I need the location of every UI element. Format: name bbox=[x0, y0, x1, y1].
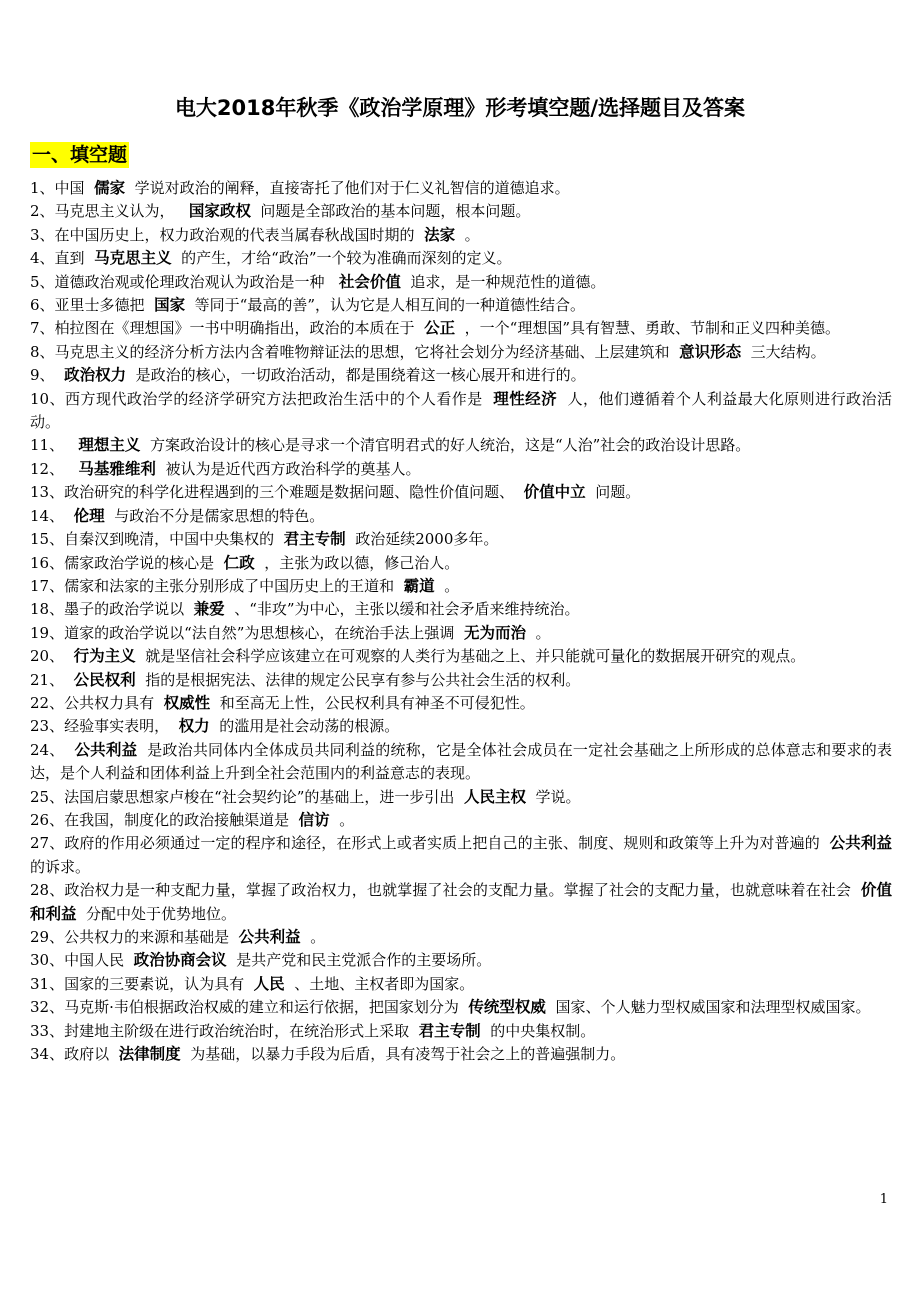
list-item bbox=[30, 388, 892, 435]
list-item bbox=[30, 832, 902, 879]
list-item bbox=[30, 1020, 892, 1043]
item-text-after: 学说。 bbox=[526, 787, 581, 806]
list-item bbox=[30, 949, 892, 972]
item-text-after: 的滥用是社会动荡的根源。 bbox=[209, 717, 400, 736]
item-text-after: 追求，是一种规范性的道德。 bbox=[400, 272, 606, 291]
item-text-after: 。 bbox=[300, 928, 326, 946]
item-number: 34、 bbox=[30, 1045, 65, 1064]
item-text-before bbox=[64, 647, 74, 665]
item-text-before: 柏拉图在《理想国》一书中明确指出，政治的本质在于 bbox=[54, 319, 425, 338]
item-text-after: ，一个“理想国”具有智慧、勇敢、节制和正义四种美德。 bbox=[455, 319, 840, 338]
item-text-after: 分配中处于优势地位。 bbox=[76, 904, 237, 923]
item-answer: 霸道 bbox=[403, 576, 435, 595]
item-text-after: 三大结构。 bbox=[741, 342, 826, 361]
item-number: 10、 bbox=[30, 389, 66, 408]
item-answer: 无为而治 bbox=[463, 623, 526, 642]
item-text-before: 中国人民 bbox=[64, 951, 134, 970]
item-answer: 兼爱 bbox=[193, 600, 225, 619]
list-item bbox=[30, 247, 892, 270]
item-text-after: 的诉求。 bbox=[30, 834, 902, 876]
section-heading: 一、填空题 bbox=[32, 144, 128, 166]
item-number: 24、 bbox=[30, 740, 65, 759]
item-answer: 儒家 bbox=[94, 179, 126, 197]
item-number: 12、 bbox=[30, 459, 65, 478]
list-item bbox=[30, 739, 892, 786]
item-number: 16、 bbox=[30, 553, 65, 572]
item-answer: 法律制度 bbox=[118, 1045, 181, 1064]
item-answer: 仁政 bbox=[223, 553, 255, 572]
item-text-before: 法国启蒙思想家卢梭在“社会契约论”的基础上，进一步引出 bbox=[64, 787, 464, 806]
item-number: 27、 bbox=[30, 834, 65, 853]
list-item bbox=[30, 879, 892, 926]
item-number: 2、 bbox=[30, 202, 55, 221]
item-answer: 公民权利 bbox=[73, 670, 136, 689]
list-item bbox=[30, 552, 892, 575]
item-number: 21、 bbox=[30, 670, 65, 689]
item-number: 23、 bbox=[30, 717, 65, 736]
item-number: 20、 bbox=[30, 647, 65, 666]
item-number: 8、 bbox=[30, 342, 55, 361]
list-item bbox=[30, 481, 892, 504]
list-item bbox=[30, 645, 892, 668]
item-answer: 人民 bbox=[253, 974, 285, 993]
list-item bbox=[30, 996, 892, 1019]
item-text-before: 中国 bbox=[54, 179, 95, 197]
item-text-before: 经验事实表明， bbox=[64, 717, 179, 736]
item-text-before: 亚里士多德把 bbox=[54, 296, 155, 315]
item-text-after: 。 bbox=[434, 576, 460, 595]
item-text-before: 政治研究的科学化进程遇到的三个难题是数据问题、隐性价值问题、 bbox=[64, 483, 524, 502]
item-answer: 理性经济 bbox=[493, 389, 558, 408]
item-text-before: 在中国历史上，权力政治观的代表当属春秋战国时期的 bbox=[54, 225, 425, 244]
item-text-after: 学说对政治的阐释，直接寄托了他们对于仁义礼智信的道德追求。 bbox=[125, 179, 570, 197]
item-text-before: 国家的三要素说，认为具有 bbox=[64, 974, 254, 993]
item-text-after: 问题是全部政治的基本问题，根本问题。 bbox=[250, 202, 531, 221]
list-item bbox=[30, 505, 892, 528]
item-answer: 公共利益 bbox=[829, 834, 892, 853]
item-text-before: 直到 bbox=[54, 249, 95, 268]
list-item bbox=[30, 809, 892, 832]
item-answer: 权力 bbox=[178, 717, 210, 736]
item-number: 22、 bbox=[30, 693, 65, 712]
item-number: 19、 bbox=[30, 623, 65, 642]
item-answer: 君主专制 bbox=[283, 530, 346, 549]
list-item bbox=[30, 973, 892, 996]
list-item bbox=[30, 786, 892, 809]
item-answer: 行为主义 bbox=[73, 647, 136, 666]
item-text-after: ，主张为政以德，修己治人。 bbox=[254, 553, 460, 572]
item-answer: 人民主权 bbox=[463, 787, 526, 806]
item-text-before: 封建地主阶级在进行政治统治时，在统治形式上采取 bbox=[64, 1021, 419, 1040]
item-text-after: 问题。 bbox=[585, 483, 641, 502]
item-answer: 公正 bbox=[424, 319, 456, 338]
item-text-before: 儒家和法家的主张分别形成了中国历史上的王道和 bbox=[64, 576, 404, 595]
item-text-before: 政府以 bbox=[64, 1045, 119, 1064]
list-item bbox=[30, 224, 892, 247]
item-text-before: 自秦汉到晚清，中国中央集权的 bbox=[64, 530, 284, 549]
item-answer: 社会价值 bbox=[338, 272, 401, 291]
list-item bbox=[30, 434, 892, 457]
item-text-before: 马克斯·韦伯根据政治权威的建立和运行依据，把国家划分为 bbox=[64, 998, 469, 1017]
item-text-after: 是政治的核心，一切政治活动，都是围绕着这一核心展开和进行的。 bbox=[126, 366, 586, 385]
item-number: 5、 bbox=[30, 272, 55, 291]
list-item bbox=[30, 926, 892, 949]
item-text-after: 的中央集权制。 bbox=[480, 1021, 596, 1040]
item-text-after: 是政治共同体内全体成员共同利益的统称，它是全体社会成员在一定社会基础之上所形成的总体意志和要求的表达，是个人利益和团体利益上升到全社会范围内的利益意志的表现。 bbox=[30, 740, 892, 783]
list-item bbox=[30, 364, 892, 387]
item-text-after: 指的是根据宪法、法律的规定公民享有参与公共社会生活的权利。 bbox=[135, 670, 581, 689]
item-text-before: 道家的政治学说以“法自然”为思想核心，在统治手法上强调 bbox=[64, 623, 464, 642]
list-item bbox=[30, 271, 892, 294]
item-number: 32、 bbox=[30, 998, 65, 1017]
item-text-after: 国家、个人魅力型权威国家和法理型权威国家。 bbox=[545, 998, 871, 1017]
item-number: 6、 bbox=[30, 296, 55, 315]
item-number: 26、 bbox=[30, 810, 65, 829]
item-number: 28、 bbox=[30, 881, 65, 900]
item-text-after: 方案政治设计的核心是寻求一个清官明君式的好人统治，这是“人治”社会的政治设计思路。 bbox=[140, 436, 751, 455]
list-item bbox=[30, 1043, 892, 1066]
item-text-before bbox=[64, 436, 78, 454]
item-answer: 伦理 bbox=[73, 506, 105, 525]
list-item bbox=[30, 294, 892, 317]
item-number: 1、 bbox=[30, 179, 55, 197]
item-text-after: 、“非攻”为中心，主张以缓和社会矛盾来维持统治。 bbox=[224, 600, 580, 619]
item-answer: 理想主义 bbox=[78, 436, 141, 455]
item-text-before: 墨子的政治学说以 bbox=[64, 600, 194, 619]
question-list bbox=[30, 177, 902, 1066]
item-text-after: 人，他们遵循着个人利益最大化原则进行政治活动。 bbox=[30, 389, 892, 432]
list-item bbox=[30, 458, 892, 481]
list-item bbox=[30, 575, 892, 598]
item-text-after: 政治延续2000多年。 bbox=[345, 530, 499, 549]
item-number: 3、 bbox=[30, 225, 55, 244]
item-text-before: 公共权力的来源和基础是 bbox=[64, 928, 239, 946]
item-number: 14、 bbox=[30, 506, 65, 525]
item-number: 7、 bbox=[30, 319, 55, 338]
item-text-before: 公共权力具有 bbox=[64, 693, 164, 712]
item-answer: 权威性 bbox=[163, 693, 211, 712]
item-text-before: 儒家政治学说的核心是 bbox=[64, 553, 224, 572]
list-item bbox=[30, 715, 892, 738]
item-text-before: 政府的作用必须通过一定的程序和途径，在形式上或者实质上把自己的主张、制度、规则和政策等上升为对普遍的 bbox=[64, 834, 830, 853]
item-answer: 政治权力 bbox=[64, 366, 127, 385]
item-number: 13、 bbox=[30, 483, 65, 502]
item-number: 11、 bbox=[30, 436, 65, 455]
item-text-before bbox=[65, 741, 75, 759]
item-text-after: 和至高无上性，公民权利具有神圣不可侵犯性。 bbox=[210, 693, 535, 712]
item-text-after: 等同于“最高的善”，认为它是人相互间的一种道德性结合。 bbox=[185, 296, 585, 315]
list-item bbox=[30, 200, 892, 223]
item-text-before: 道德政治观或伦理政治观认为政治是一种 bbox=[54, 272, 339, 291]
item-text-before: 马克思主义认为， bbox=[54, 202, 189, 221]
item-answer: 法家 bbox=[424, 225, 456, 244]
item-number: 30、 bbox=[30, 951, 65, 970]
item-text-before bbox=[64, 507, 74, 525]
item-text-before bbox=[64, 460, 78, 478]
item-answer: 意识形态 bbox=[679, 342, 742, 361]
item-answer: 君主专制 bbox=[418, 1021, 481, 1040]
list-item bbox=[30, 598, 892, 621]
item-answer: 价值和利益 bbox=[30, 881, 892, 923]
document-title: 电大2018年秋季《政治学原理》形考填空题/选择题目及答案 bbox=[174, 96, 746, 120]
list-item bbox=[30, 692, 892, 715]
item-text-after: 与政治不分是儒家思想的特色。 bbox=[104, 506, 325, 525]
list-item bbox=[30, 528, 892, 551]
item-answer: 国家 bbox=[154, 296, 186, 315]
item-answer: 公共利益 bbox=[74, 740, 138, 759]
list-item bbox=[30, 622, 892, 645]
item-text-before: 政治权力是一种支配力量，掌握了政治权力，也就掌握了社会的支配力量。掌握了社会的支配力量，也就意味着在社会 bbox=[64, 881, 861, 900]
item-number: 15、 bbox=[30, 530, 65, 549]
item-number: 31、 bbox=[30, 974, 65, 993]
item-number: 29、 bbox=[30, 928, 65, 946]
item-text-after: 。 bbox=[329, 810, 355, 829]
item-number: 9、 bbox=[30, 366, 55, 385]
item-text-before: 在我国，制度化的政治接触渠道是 bbox=[64, 810, 299, 829]
item-text-after: 为基础，以暴力手段为后盾，具有凌驾于社会之上的普遍强制力。 bbox=[180, 1045, 626, 1064]
item-answer: 马基雅维利 bbox=[78, 459, 156, 478]
list-item bbox=[30, 669, 892, 692]
list-item bbox=[30, 177, 892, 200]
item-answer: 传统型权威 bbox=[468, 998, 546, 1017]
list-item bbox=[30, 317, 892, 340]
item-text-after: 、土地、主权者即为国家。 bbox=[284, 974, 475, 993]
item-answer: 信访 bbox=[298, 810, 330, 829]
item-answer: 价值中立 bbox=[523, 483, 586, 502]
item-text-after: 就是坚信社会科学应该建立在可观察的人类行为基础之上、并只能就可量化的数据展开研究的观点。 bbox=[135, 647, 806, 666]
item-text-after: 被认为是近代西方政治科学的奠基人。 bbox=[155, 459, 421, 478]
item-text-after: 的产生，才给“政治”一个较为准确而深刻的定义。 bbox=[171, 249, 512, 268]
item-text-before: 马克思主义的经济分析方法内含着唯物辩证法的思想，它将社会划分为经济基础、上层建筑和 bbox=[54, 342, 680, 361]
page-number: 1 bbox=[879, 1192, 888, 1207]
item-answer: 马克思主义 bbox=[94, 249, 172, 268]
item-text-before bbox=[55, 366, 65, 384]
item-number: 33、 bbox=[30, 1021, 65, 1040]
item-text-before bbox=[64, 671, 74, 689]
item-number: 17、 bbox=[30, 576, 65, 595]
item-text-after: 是共产党和民主党派合作的主要场所。 bbox=[226, 951, 492, 970]
item-number: 18、 bbox=[30, 600, 65, 619]
item-text-before: 西方现代政治学的经济学研究方法把政治生活中的个人看作是 bbox=[65, 389, 494, 408]
item-answer: 国家政权 bbox=[188, 202, 251, 221]
item-answer: 公共利益 bbox=[238, 928, 301, 946]
item-number: 4、 bbox=[30, 249, 55, 268]
item-text-after: 。 bbox=[526, 623, 551, 642]
item-text-after: 。 bbox=[455, 225, 480, 244]
item-answer: 政治协商会议 bbox=[133, 951, 227, 970]
list-item bbox=[30, 341, 892, 364]
item-number: 25、 bbox=[30, 787, 65, 806]
